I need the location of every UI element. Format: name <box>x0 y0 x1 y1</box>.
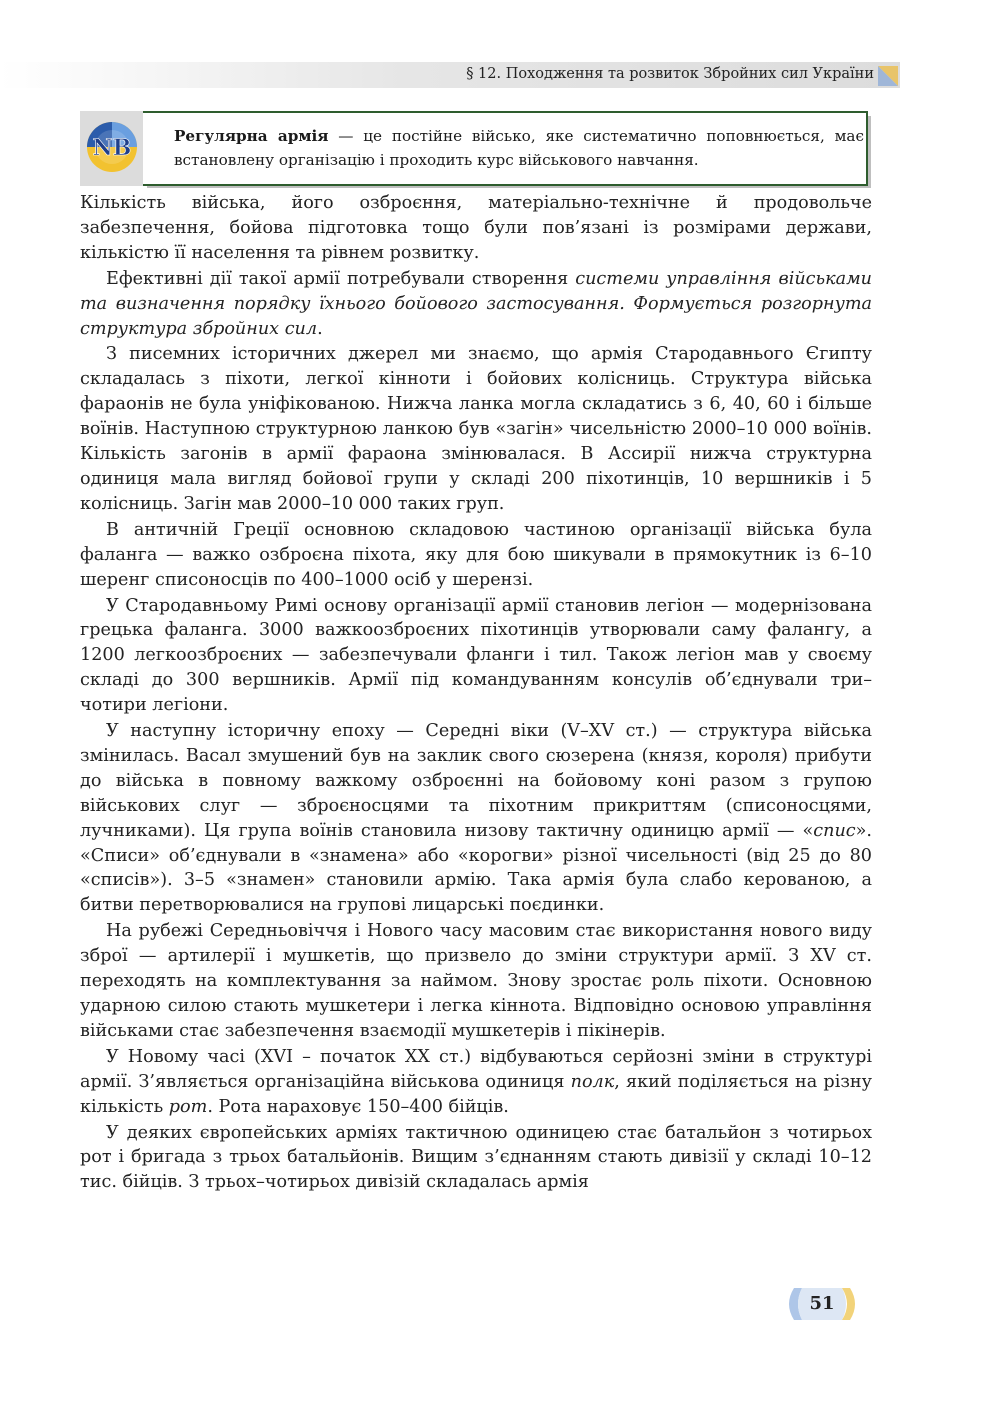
paragraph <box>80 594 872 719</box>
text-run: Ефективні дії такої армії потребували створення <box>106 268 576 289</box>
paragraph <box>80 267 872 342</box>
text-run: У Стародавньому Римі основу організації армії становив легіон — модернізована грецька фаланга. 3000 важкоозброєних піхотинців утворювали саму фалангу, а 1200 легкоозброєних — забезпечували фланги і тил. Також легіон мав у своєму складі до 300 вершників. Армії під командуванням консулів об’єднували три–чотири легіони. <box>80 595 872 716</box>
text-run: . Рота нараховує 150–400 бійців. <box>207 1096 509 1117</box>
nb-badge-icon <box>86 121 138 173</box>
page-number-badge <box>780 1286 864 1322</box>
paragraph <box>80 719 872 918</box>
paragraph <box>80 919 872 1044</box>
paragraph <box>80 1121 872 1196</box>
text-run: ». «Списи» об’єднували в «знамена» або «корогви» різної чисельності (від 25 до 80 «списів»). 3–5 «знамен» становили армію. Така армія була слабо керованою, а битви перетворювалися на групові лицарські поєдинки. <box>80 820 872 916</box>
text-run: В античній Греції основною складовою частиною організації війська була фаланга — важко озброєна піхота, яку для бою шикували в прямокутник із 6–10 шеренг списоносців по 400–1000 осіб у шерензі. <box>80 519 872 590</box>
text-run: З писемних історичних джерел ми знаємо, що армія Стародавнього Єгипту складалась з піхоти, легкої кінноти і бойових колісниць. Структура війська фараонів не була уніфікованою. Нижча ланка могла складатись з 6, 40, 60 і більше воїнів. Наступною структурною ланкою був «загін» чисельністю 2000–10 000 воїнів. Кількість загонів в армії фараона змінювалася. В Ассирії нижча структурна одиниця мала вигляд бойової групи у складі 200 піхотинців, 10 вершників і 5 колісниць. Загін мав 2000–10 000 таких груп. <box>80 344 872 514</box>
text-run: На рубежі Середньовіччя і Нового часу масовим стає використання нового виду зброї — артилерії і мушкетів, що призвело до зміни структури армії. З XV ст. переходять на комплектування за наймом. Знову зростає роль піхоти. Основною ударною силою стають мушкетери і легка кіннота. Відповідно основою управління військами стає забезпечення взаємодії мушкетерів і пікінерів. <box>80 921 872 1041</box>
text-run: , який поділяється на різну кількість <box>80 1071 872 1117</box>
paragraph <box>80 518 872 593</box>
main-text <box>80 191 872 1195</box>
text-run: У Новому часі (XVI – початок XX ст.) відбуваються серйозні зміни в структурі армії. З’являється організаційна військова одиниця <box>80 1046 872 1092</box>
running-title: § 12. Походження та розвиток Збройних сил України <box>466 66 874 82</box>
text-run: У деяких європейських арміях тактичною одиницею стає батальйон з чотирьох рот і бригада з трьох батальйонів. Вищим з’єднанням стають дивізії у складі 10–12 тис. бійців. З трьох–чотирьох дивізій складалась армія <box>80 1122 872 1193</box>
definition-term: Регулярна армія <box>174 127 329 145</box>
page-number: 51 <box>809 1293 835 1314</box>
paragraph <box>80 342 872 516</box>
nb-badge-text: NB <box>92 135 132 161</box>
definition-box <box>80 111 871 186</box>
italic-text: рот <box>168 1096 208 1117</box>
italic-text: полк <box>570 1071 615 1092</box>
corner-triangle-icon <box>878 66 898 86</box>
italic-text: системи управління військами та визначення порядку їхнього бойового застосування. Формується розгорнута структура збройних сил <box>80 268 872 339</box>
italic-text: спис <box>813 820 856 841</box>
text-run: У наступну історичну епоху — Середні віки (V–XV ст.) — структура війська змінилась. Васал змушений був на заклик свого сюзерена (князя, короля) прибути до війська в повному важкому озброєнні на бойовому коні разом з групою військових слуг — зброєносцями та піхотним прикриттям (списоносцями, лучниками). Ця група воїнів становила низову тактичну одиницю армії — « <box>80 721 872 841</box>
text-run: . <box>317 318 323 339</box>
text-run: Кількість війська, його озброєння, матеріально-технічне й продовольче забезпечення, бойова підготовка тощо були пов’язані із розмірами держави, кількістю її населення та рівнем розвитку. <box>80 193 872 263</box>
definition-text <box>174 124 864 172</box>
paragraph <box>80 191 872 266</box>
paragraph <box>80 1045 872 1120</box>
definition-body: — це постійне військо, яке систематично поповнюється, має встановлену організацію і проходить курс військового навчання. <box>174 127 864 169</box>
